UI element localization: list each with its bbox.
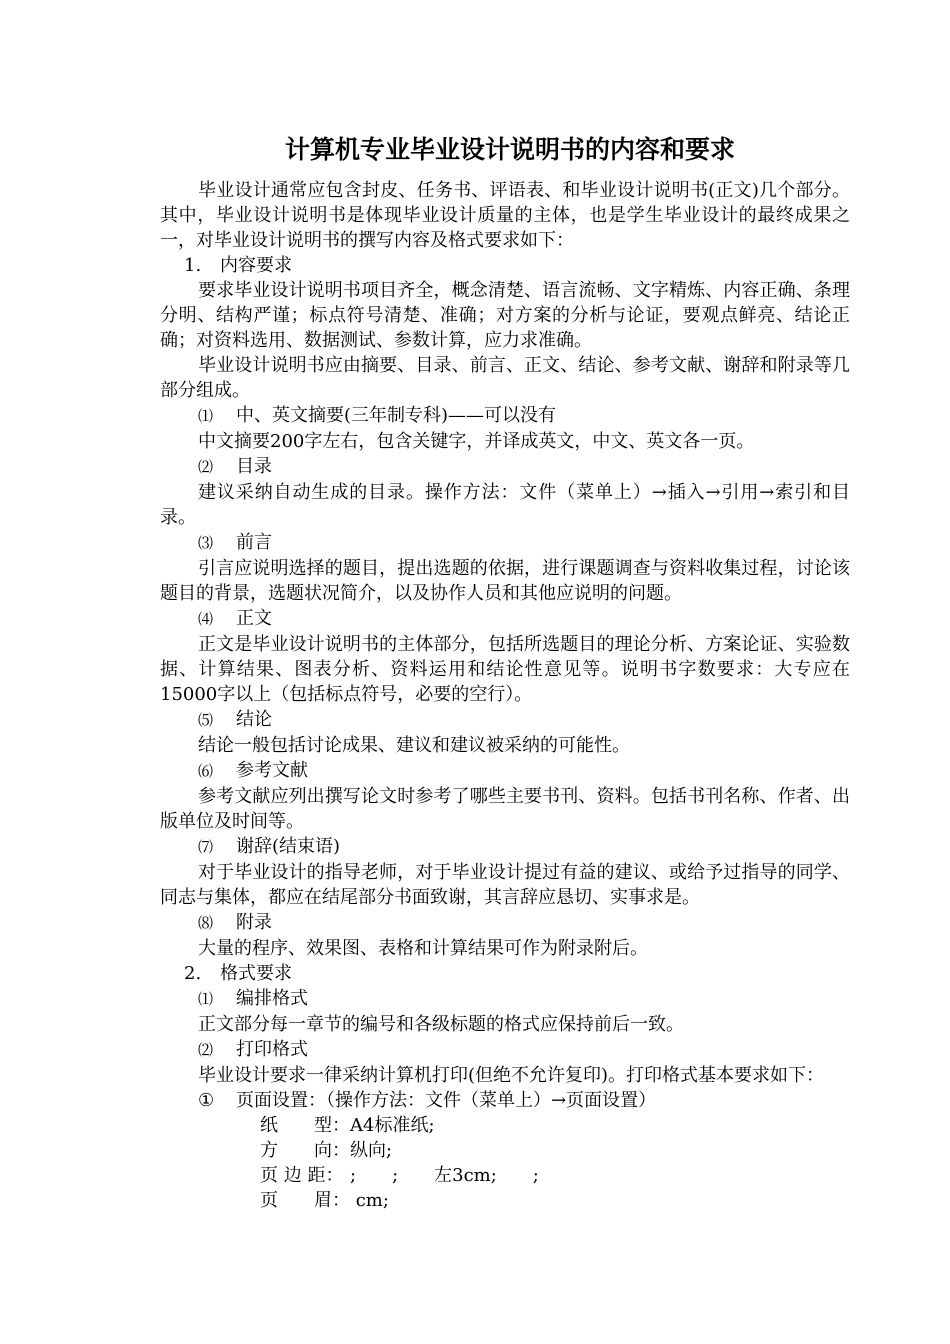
setting-value: ; ; 左3cm; ; — [350, 1165, 539, 1186]
document-title: 计算机专业毕业设计说明书的内容和要求 — [284, 135, 735, 164]
section-2-number: 2. — [184, 963, 202, 984]
item-acknowledgement-text: 对于毕业设计的指导老师，对于毕业设计提过有益的建议、或给予过指导的同学、同志与集体，都应在结尾部分书面致谢，其言辞应恳切、实事求是。 — [160, 862, 850, 908]
section-1-title: 内容要求 — [220, 255, 292, 276]
page-setup-title: 页面设置：（操作方法：文件（菜单上）→页面设置） — [236, 1090, 657, 1111]
item-number: ⑴ — [198, 990, 214, 1008]
setting-label: 页 眉： — [260, 1190, 350, 1211]
section-1-heading — [160, 253, 850, 278]
item-conclusion-text: 结论一般包括讨论成果、建议和建议被采纳的可能性。 — [198, 735, 630, 756]
setting-row-paper — [160, 1113, 850, 1138]
item-appendix-text: 大量的程序、效果图、表格和计算结果可作为附录附后。 — [198, 938, 648, 959]
item-title: 参考文献 — [236, 760, 308, 781]
setting-label: 纸 型： — [260, 1115, 350, 1136]
item-appendix-heading — [160, 910, 850, 936]
setting-value: A4标准纸; — [350, 1115, 435, 1136]
item-body-text: 正文是毕业设计说明书的主体部分，包括所选题目的理论分析、方案论证、实验数据、计算结果、图表分析、资料运用和结论性意见等。说明书字数要求：大专应在15000字以上（包括标点符号，必要的空行）。 — [160, 634, 850, 705]
item-title: 目录 — [236, 456, 272, 477]
item-toc-heading — [160, 454, 850, 480]
item-number: ⑺ — [198, 838, 214, 856]
item-number: ⑶ — [198, 534, 214, 552]
item-title: 谢辞(结束语) — [236, 836, 341, 857]
setting-value: 纵向; — [350, 1140, 393, 1161]
item-references-heading — [160, 758, 850, 784]
document-page — [160, 134, 850, 1213]
item-acknowledgement-heading — [160, 834, 850, 860]
item-print-format-text: 毕业设计要求一律采纳计算机打印(但绝不允许复印)。打印格式基本要求如下： — [198, 1065, 825, 1086]
item-title: 编排格式 — [236, 988, 308, 1009]
setting-value: cm; — [350, 1190, 389, 1211]
setting-row-orientation — [160, 1138, 850, 1163]
item-number: ⑻ — [198, 914, 214, 932]
item-print-format-heading — [160, 1037, 850, 1063]
item-number: ⑹ — [198, 762, 214, 780]
item-title: 附录 — [236, 912, 272, 933]
item-preface-text: 引言应说明选择的题目，提出选题的依据，进行课题调查与资料收集过程，讨论该题目的背景，选题状况简介，以及协作人员和其他应说明的问题。 — [160, 558, 850, 604]
item-conclusion-heading — [160, 707, 850, 733]
item-layout-format-heading — [160, 986, 850, 1012]
item-references-text: 参考文献应列出撰写论文时参考了哪些主要书刊、资料。包括书刊名称、作者、出版单位及时间等。 — [160, 786, 850, 832]
item-abstract-heading — [160, 403, 850, 429]
section-2-heading — [160, 961, 850, 986]
setting-row-margins — [160, 1163, 850, 1188]
intro-paragraph: 毕业设计通常应包含封皮、任务书、评语表、和毕业设计说明书(正文)几个部分。其中，毕业设计说明书是体现毕业设计质量的主体，也是学生毕业设计的最终成果之一，对毕业设计说明书的撰写内容及格式要求如下： — [160, 180, 850, 251]
item-number: ⑴ — [198, 407, 214, 425]
setting-label: 页 边 距： — [260, 1165, 344, 1186]
item-toc-text: 建议采纳自动生成的目录。操作方法：文件（菜单上）→插入→引用→索引和目录。 — [160, 482, 850, 528]
item-number: ⑸ — [198, 711, 214, 729]
page-setup-heading — [160, 1088, 850, 1113]
section-1-paragraph-2: 毕业设计说明书应由摘要、目录、前言、正文、结论、参考文献、谢辞和附录等几部分组成。 — [160, 355, 850, 401]
section-2-title: 格式要求 — [220, 963, 292, 984]
item-number: ⑷ — [198, 610, 214, 628]
item-preface-heading — [160, 530, 850, 556]
item-title: 前言 — [236, 532, 272, 553]
item-body-heading — [160, 606, 850, 632]
item-number: ⑵ — [198, 458, 214, 476]
section-1-paragraph-1: 要求毕业设计说明书项目齐全，概念清楚、语言流畅、文字精炼、内容正确、条理分明、结构严谨；标点符号清楚、准确；对方案的分析与论证，要观点鲜亮、结论正确；对资料选用、数据测试、参数计算，应力求准确。 — [160, 280, 850, 351]
section-1-number: 1. — [184, 255, 202, 276]
item-title: 结论 — [236, 709, 272, 730]
item-title: 打印格式 — [236, 1039, 308, 1060]
setting-row-header — [160, 1188, 850, 1213]
item-title: 中、英文摘要(三年制专科)——可以没有 — [236, 405, 557, 426]
item-abstract-text: 中文摘要200字左右，包含关键字，并译成英文，中文、英文各一页。 — [198, 431, 755, 452]
setting-label: 方 向： — [260, 1140, 350, 1161]
item-title: 正文 — [236, 608, 272, 629]
item-number: ⑵ — [198, 1041, 214, 1059]
item-layout-format-text: 正文部分每一章节的编号和各级标题的格式应保持前后一致。 — [198, 1014, 684, 1035]
page-setup-number: ① — [198, 1090, 215, 1111]
